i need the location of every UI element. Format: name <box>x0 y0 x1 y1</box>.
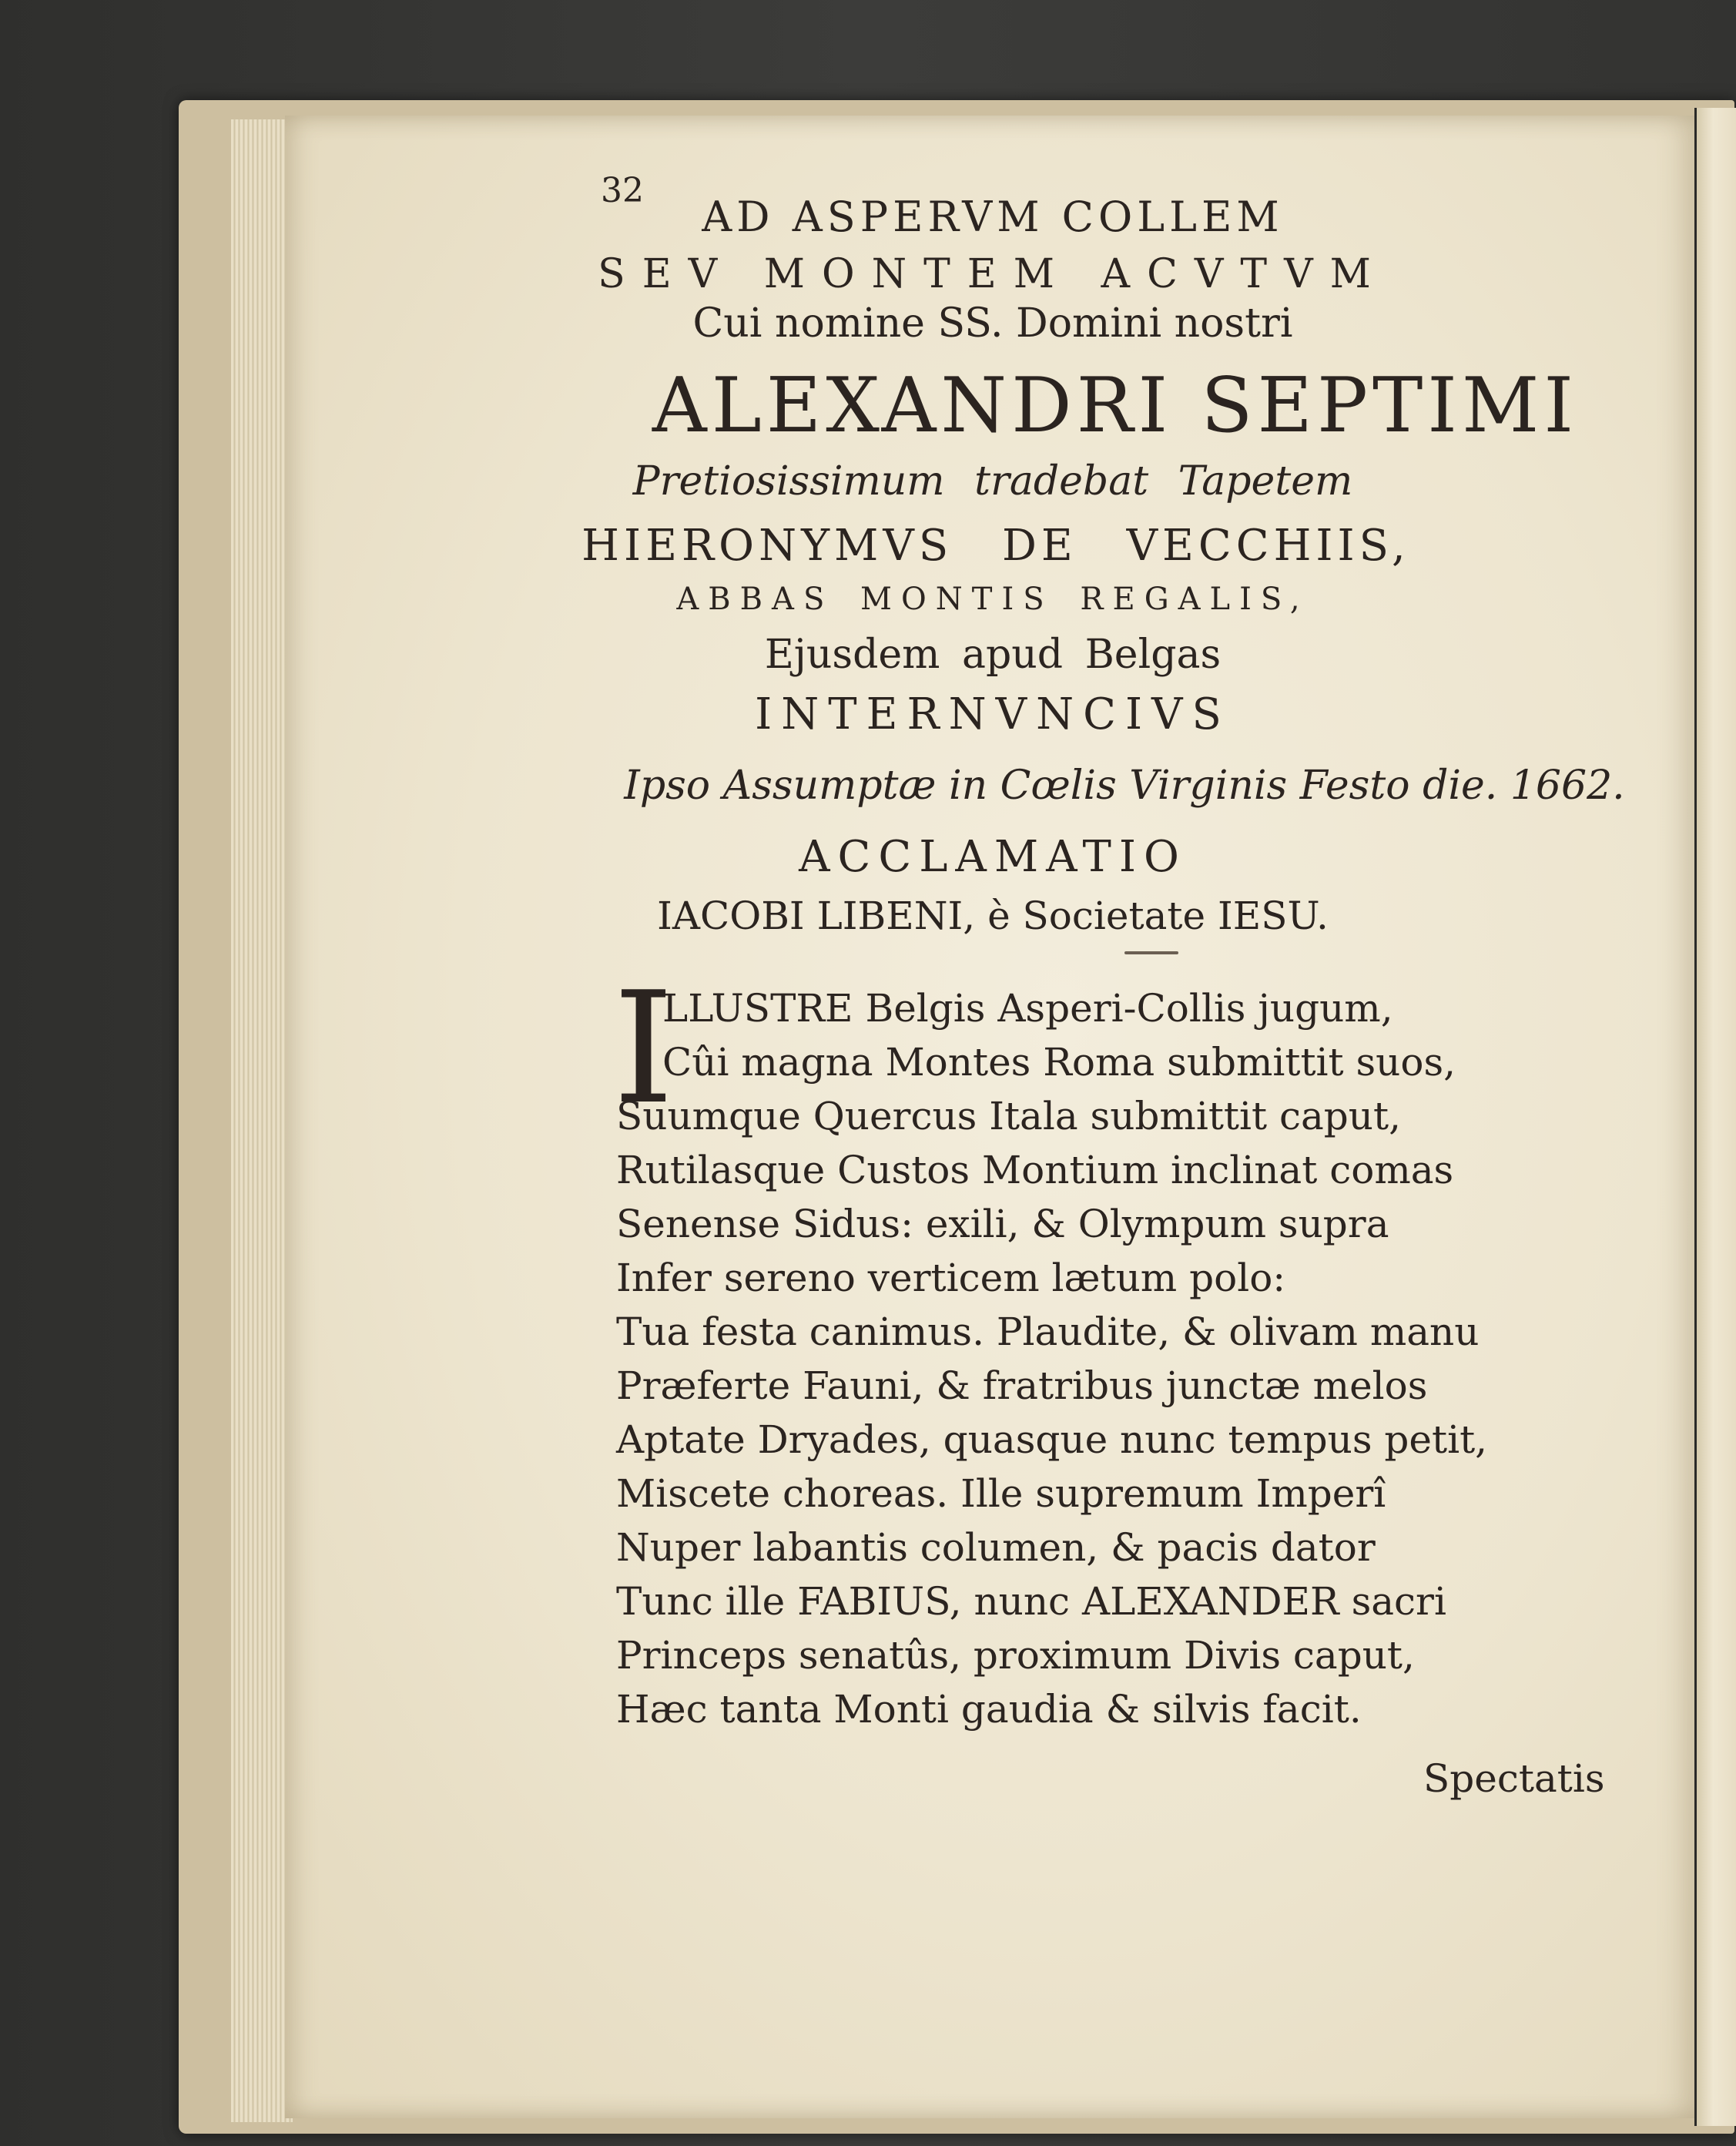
poem-line: Tua festa canimus. Plaudite, & olivam manu <box>616 1309 1480 1354</box>
heading-line-5: Pretiosissimum tradebat Tapetem <box>632 458 1353 505</box>
poem-line: Miscete choreas. Ille supremum Imperî <box>616 1471 1386 1516</box>
heading-line-2: SEV MONTEM ACVTVM <box>598 251 1388 297</box>
heading-line-11: ACCLAMATIO <box>799 832 1187 882</box>
poem-line: Senense Sidus: exili, & Olympum supra <box>616 1202 1389 1246</box>
heading-line-12: IACOBI LIBENI, è Societate IESU. <box>657 894 1329 938</box>
heading-line-4: ALEXANDRI SEPTIMI <box>652 362 1579 450</box>
catchword: Spectatis <box>1423 1756 1605 1801</box>
drop-cap: I <box>613 959 675 1138</box>
ornament-divider <box>1124 951 1178 954</box>
poem-line: Rutilasque Custos Montium inclinat comas <box>616 1148 1454 1192</box>
poem-line: Nuper labantis columen, & pacis dator <box>616 1525 1376 1570</box>
poem-line: Princeps senatûs, proximum Divis caput, <box>616 1633 1415 1678</box>
page-number: 32 <box>601 171 644 210</box>
heading-line-9: INTERNVNCIVS <box>755 689 1231 739</box>
poem-line: Tunc ille FABIUS, nunc ALEXANDER sacri <box>616 1579 1446 1624</box>
poem-line: Præferte Fauni, & fratribus junctæ melos <box>616 1363 1428 1408</box>
poem-line: Cûi magna Montes Roma submittit suos, <box>662 1040 1456 1085</box>
heading-line-8: Ejusdem apud Belgas <box>764 632 1222 678</box>
heading-line-10: Ipso Assumptæ in Cœlis Virginis Festo die. 1662. <box>624 763 1625 809</box>
heading-line-3: Cui nomine SS. Domini nostri <box>692 300 1293 347</box>
poem-line: Suumque Quercus Itala submittit caput, <box>616 1094 1401 1138</box>
poem-line: Infer sereno verticem lætum polo: <box>616 1256 1286 1300</box>
poem-line: Aptate Dryades, quasque nunc tempus petit, <box>616 1417 1488 1462</box>
heading-line-7: ABBAS MONTIS REGALIS, <box>676 582 1309 617</box>
heading-line-1: AD ASPERVM COLLEM <box>702 193 1284 241</box>
heading-line-6: HIERONYMVS DE VECCHIIS, <box>581 521 1410 571</box>
poem-line: Hæc tanta Monti gaudia & silvis facit. <box>616 1687 1362 1732</box>
poem-line: LLUSTRE Belgis Asperi-Collis jugum, <box>662 986 1393 1031</box>
